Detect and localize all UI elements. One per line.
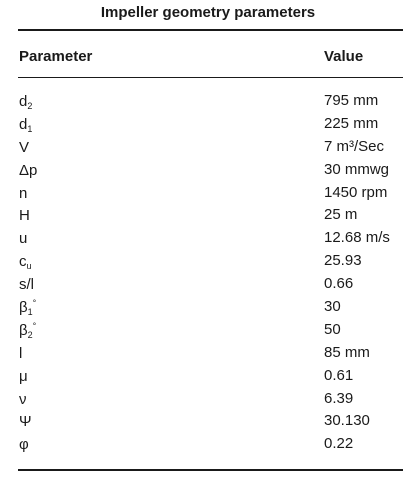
parameter-subscript: 2 [27,101,33,111]
column-header-parameter: Parameter [19,48,93,65]
parameter-cell [19,229,27,248]
parameter-superscript: ° [32,320,37,331]
table-row [0,435,416,458]
table-row [0,184,416,207]
value-cell: 0.61 [324,366,354,384]
table-row [0,412,416,435]
table-row [0,321,416,344]
value-cell: 25 m [324,206,358,224]
parameter-symbol: c [19,253,27,271]
parameter-subscript: 1 [27,307,33,318]
value-cell: 795 mm [324,92,379,109]
table-row [0,206,416,229]
value-cell: 85 mm [324,343,370,361]
parameter-symbol: u [19,230,28,248]
value-cell: 50 [324,320,341,338]
table-row [0,92,416,115]
value-cell: 6.39 [324,389,354,407]
parameter-cell [19,138,29,157]
parameter-symbol: ν [19,390,27,408]
value-cell: 225 mm [324,114,379,132]
value-cell: 1450 rpm [324,183,388,201]
value-cell: 25.93 [324,252,362,270]
top-rule [18,29,403,31]
table-row [0,161,416,184]
parameter-symbol: β [19,299,28,317]
parameter-symbol: n [19,184,28,202]
parameter-cell [19,435,29,454]
table-row [0,115,416,138]
bottom-rule [18,469,403,471]
parameter-superscript: ° [32,298,37,309]
parameter-cell [19,161,37,180]
table-row [0,138,416,161]
parameter-symbol: d [19,115,28,133]
parameter-symbol: Δp [19,161,38,179]
parameter-symbol: V [19,138,30,156]
table-body [0,92,416,458]
parameter-subscript: 1 [27,123,33,134]
parameter-symbol: l [19,344,23,362]
parameter-symbol: H [19,207,30,225]
parameter-symbol: Ψ [19,413,32,431]
value-cell: 12.68 m/s [324,229,390,247]
column-header-value: Value [324,48,364,65]
parameter-cell [19,412,32,431]
parameter-subscript: 2 [27,329,33,340]
parameter-cell [19,321,36,340]
parameter-cell [19,252,32,271]
table-title: Impeller geometry parameters [100,4,316,21]
parameter-symbol: β [19,321,28,339]
table-row [0,252,416,275]
parameter-subscript: u [26,261,32,272]
parameter-cell [19,206,30,225]
parameter-cell [19,92,32,111]
parameter-cell [19,275,34,294]
parameter-cell [19,184,27,203]
parameter-cell [19,115,32,134]
parameter-cell [19,298,36,317]
value-cell: 0.66 [324,275,354,293]
parameter-symbol: φ [19,436,29,454]
parameter-cell [19,390,27,409]
table-row [0,344,416,367]
parameter-cell [19,367,28,386]
parameter-symbol: d [19,93,28,110]
table-row [0,229,416,252]
parameter-symbol: μ [19,367,28,385]
value-cell: 0.22 [324,435,354,453]
table-row [0,275,416,298]
table-row [0,367,416,390]
table-row [0,298,416,321]
parameter-symbol: s/l [19,276,34,294]
value-cell: 30 mmwg [324,160,390,178]
value-cell: 7 m³/Sec [324,137,385,155]
table-row [0,390,416,413]
value-cell: 30.130 [324,412,370,430]
header-rule [18,77,403,78]
value-cell: 30 [324,298,341,316]
parameter-cell [19,344,22,363]
